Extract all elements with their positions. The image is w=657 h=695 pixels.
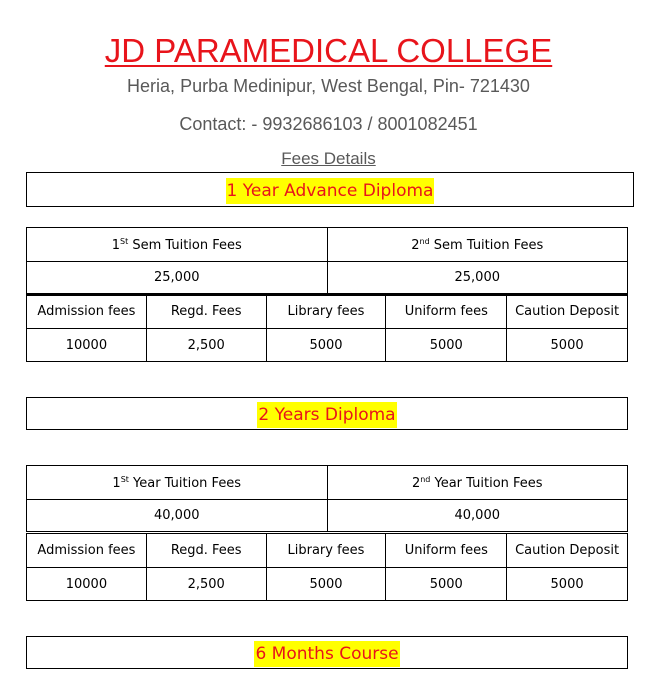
fee-value: 5000 bbox=[266, 329, 386, 362]
fee-value: 10000 bbox=[27, 568, 147, 601]
fee-value: 5000 bbox=[507, 329, 628, 362]
fee-value: 5000 bbox=[386, 568, 507, 601]
fee-header: Library fees bbox=[266, 295, 386, 329]
section-banner-6-months bbox=[26, 636, 628, 669]
tuition-header-second: 2nd Sem Tuition Fees bbox=[327, 228, 628, 262]
section-banner-1-year bbox=[26, 172, 634, 207]
fee-value: 5000 bbox=[386, 329, 507, 362]
section-title: 6 Months Course bbox=[254, 641, 399, 667]
tuition-value-second: 25,000 bbox=[327, 262, 628, 295]
other-fees-table-1-year bbox=[26, 294, 628, 362]
tuition-header-second: 2nd Year Tuition Fees bbox=[327, 466, 628, 500]
other-fees-table-2-years bbox=[26, 533, 628, 601]
college-title: JD PARAMEDICAL COLLEGE bbox=[104, 32, 553, 69]
tuition-header-first: 1St Year Tuition Fees bbox=[27, 466, 328, 500]
fee-header: Admission fees bbox=[27, 295, 147, 329]
fee-header: Caution Deposit bbox=[507, 534, 628, 568]
fee-value: 10000 bbox=[27, 329, 147, 362]
fee-value: 2,500 bbox=[146, 568, 266, 601]
fees-details-heading: Fees Details bbox=[281, 149, 376, 168]
fee-value: 5000 bbox=[507, 568, 628, 601]
tuition-value-second: 40,000 bbox=[327, 500, 628, 533]
fee-value: 5000 bbox=[266, 568, 386, 601]
fee-header: Uniform fees bbox=[386, 295, 507, 329]
fee-header: Library fees bbox=[266, 534, 386, 568]
fee-header: Admission fees bbox=[27, 534, 147, 568]
tuition-fees-table-1-year bbox=[26, 227, 628, 296]
tuition-value-first: 40,000 bbox=[27, 500, 328, 533]
college-contact: Contact: - 9932686103 / 8001082451 bbox=[179, 114, 478, 134]
section-banner-2-years bbox=[26, 397, 628, 430]
fee-header: Caution Deposit bbox=[507, 295, 628, 329]
fee-header: Regd. Fees bbox=[146, 295, 266, 329]
section-title: 2 Years Diploma bbox=[257, 402, 396, 428]
tuition-header-first: 1St Sem Tuition Fees bbox=[27, 228, 328, 262]
tuition-fees-table-2-years bbox=[26, 465, 628, 534]
fee-header: Regd. Fees bbox=[146, 534, 266, 568]
college-address: Heria, Purba Medinipur, West Bengal, Pin- 721430 bbox=[127, 76, 530, 96]
fee-value: 2,500 bbox=[146, 329, 266, 362]
tuition-value-first: 25,000 bbox=[27, 262, 328, 295]
fee-header: Uniform fees bbox=[386, 534, 507, 568]
section-title: 1 Year Advance Diploma bbox=[226, 178, 435, 204]
